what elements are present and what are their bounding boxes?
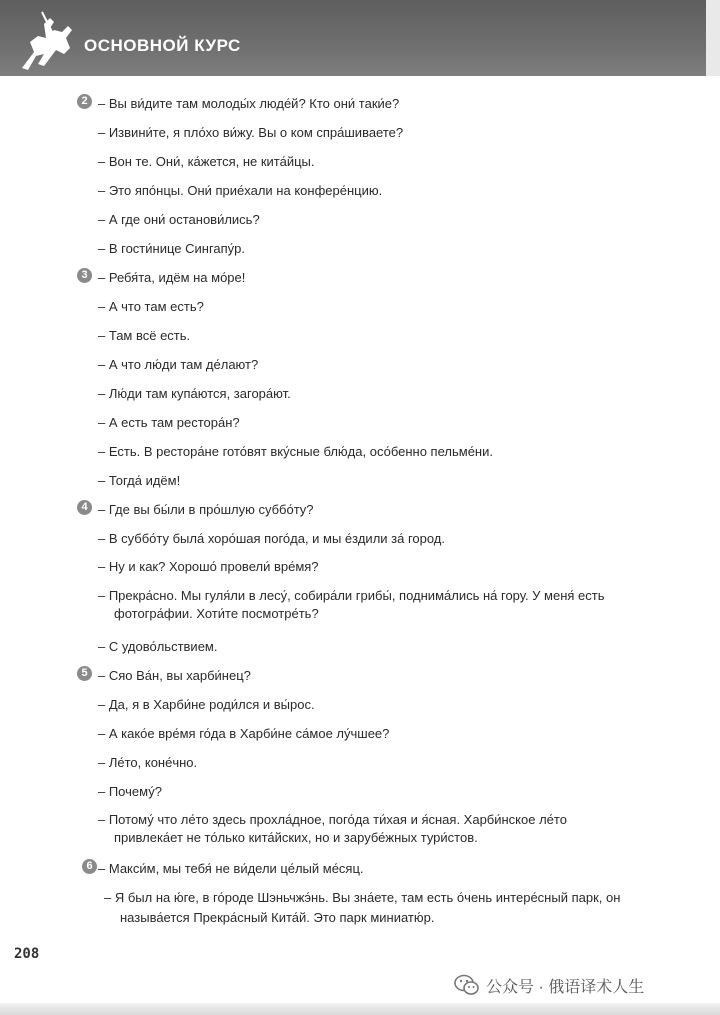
page-number: 208: [14, 946, 40, 962]
dialogue-line: – А где они́ останови́лись?: [98, 212, 260, 227]
dialogue-line: – Почему́?: [98, 784, 162, 799]
dialogue-line: привлека́ет не то́лько кита́йских, но и зарубе́жных тури́стов.: [114, 830, 478, 845]
dialogue-line: – Да, я в Харби́не роди́лся и вы́рос.: [98, 697, 315, 712]
dialogue-line: – Тогда́ идём!: [98, 473, 181, 488]
page-edge: [0, 1003, 720, 1015]
dialogue-line: – В гости́нице Сингапу́р.: [98, 241, 246, 256]
dialogue-line: называ́ется Прекра́сный Кита́й. Это парк миниатю́р.: [120, 910, 435, 925]
dialogue-line: – В суббо́ту была́ хоро́шая пого́да, и мы е́здили за́ город.: [98, 531, 446, 546]
dialogue-line: – Сяо Ва́н, вы харби́нец?: [98, 668, 251, 683]
dialogue-number-badge: 4: [77, 500, 92, 515]
dialogue-number-badge: 5: [77, 666, 92, 681]
horseman-logo-icon: [16, 8, 86, 74]
dialogue-line: – А есть там рестора́н?: [98, 415, 240, 430]
watermark-text: 公众号 · 俄语译术人生: [486, 978, 645, 996]
dialogue-line: – Где вы бы́ли в про́шлую суббо́ту?: [98, 502, 314, 517]
dialogue-line: – Прекра́сно. Мы гуля́ли в лесу́, собира́ли грибы́, поднима́лись на́ гору. У меня́ есть: [98, 588, 605, 603]
dialogue-line: – Вон те. Они́, ка́жется, не кита́йцы.: [98, 154, 315, 169]
header-title: ОСНОВНОЙ КУРС: [84, 36, 241, 55]
watermark: [454, 972, 644, 998]
dialogue-number-badge: 2: [77, 94, 92, 109]
dialogue-line: – Ну и как? Хорошо́ провели́ вре́мя?: [98, 559, 319, 574]
dialogue-number-badge: 6: [82, 859, 97, 874]
dialogue-line: – Макси́м, мы тебя́ не ви́дели це́лый ме́сяц.: [98, 861, 364, 876]
wechat-icon: [454, 972, 480, 998]
dialogue-line: – А что там есть?: [98, 299, 204, 314]
dialogue-line: – Я был на ю́ге, в го́роде Шэньчжэ́нь. Вы зна́ете, там есть о́чень интере́сный парк, он: [104, 890, 621, 905]
dialogue-line: – Лю́ди там купа́ются, загора́ют.: [98, 386, 291, 401]
dialogue-line: – Это япо́нцы. Они́ прие́хали на конфере́нцию.: [98, 183, 383, 198]
dialogue-line: – Извини́те, я пло́хо ви́жу. Вы о ком спра́шиваете?: [98, 125, 404, 140]
page-header: [0, 0, 720, 76]
dialogue-line: – Есть. В рестора́не гото́вят вку́сные блю́да, осо́бенно пельме́ни.: [98, 444, 493, 459]
dialogue-line: – Ле́то, коне́чно.: [98, 755, 198, 770]
dialogue-line: – С удово́льствием.: [98, 639, 218, 654]
dialogue-line: – Потому́ что ле́то здесь прохла́дное, пого́да ти́хая и я́сная. Харби́нское ле́то: [98, 812, 567, 827]
dialogue-line: – Там всё есть.: [98, 328, 191, 343]
header-edge: [706, 0, 720, 76]
dialogue-line: – А что лю́ди там де́лают?: [98, 357, 259, 372]
dialogue-number-badge: 3: [77, 268, 92, 283]
dialogue-line: – Ребя́та, идём на мо́ре!: [98, 270, 246, 285]
dialogue-line: – А како́е вре́мя го́да в Харби́не са́мое лу́чшее?: [98, 726, 390, 741]
dialogue-line: – Вы ви́дите там молоды́х люде́й? Кто они́ таки́е?: [98, 96, 400, 111]
dialogue-line: фотогра́фии. Хоти́те посмотре́ть?: [114, 606, 319, 621]
